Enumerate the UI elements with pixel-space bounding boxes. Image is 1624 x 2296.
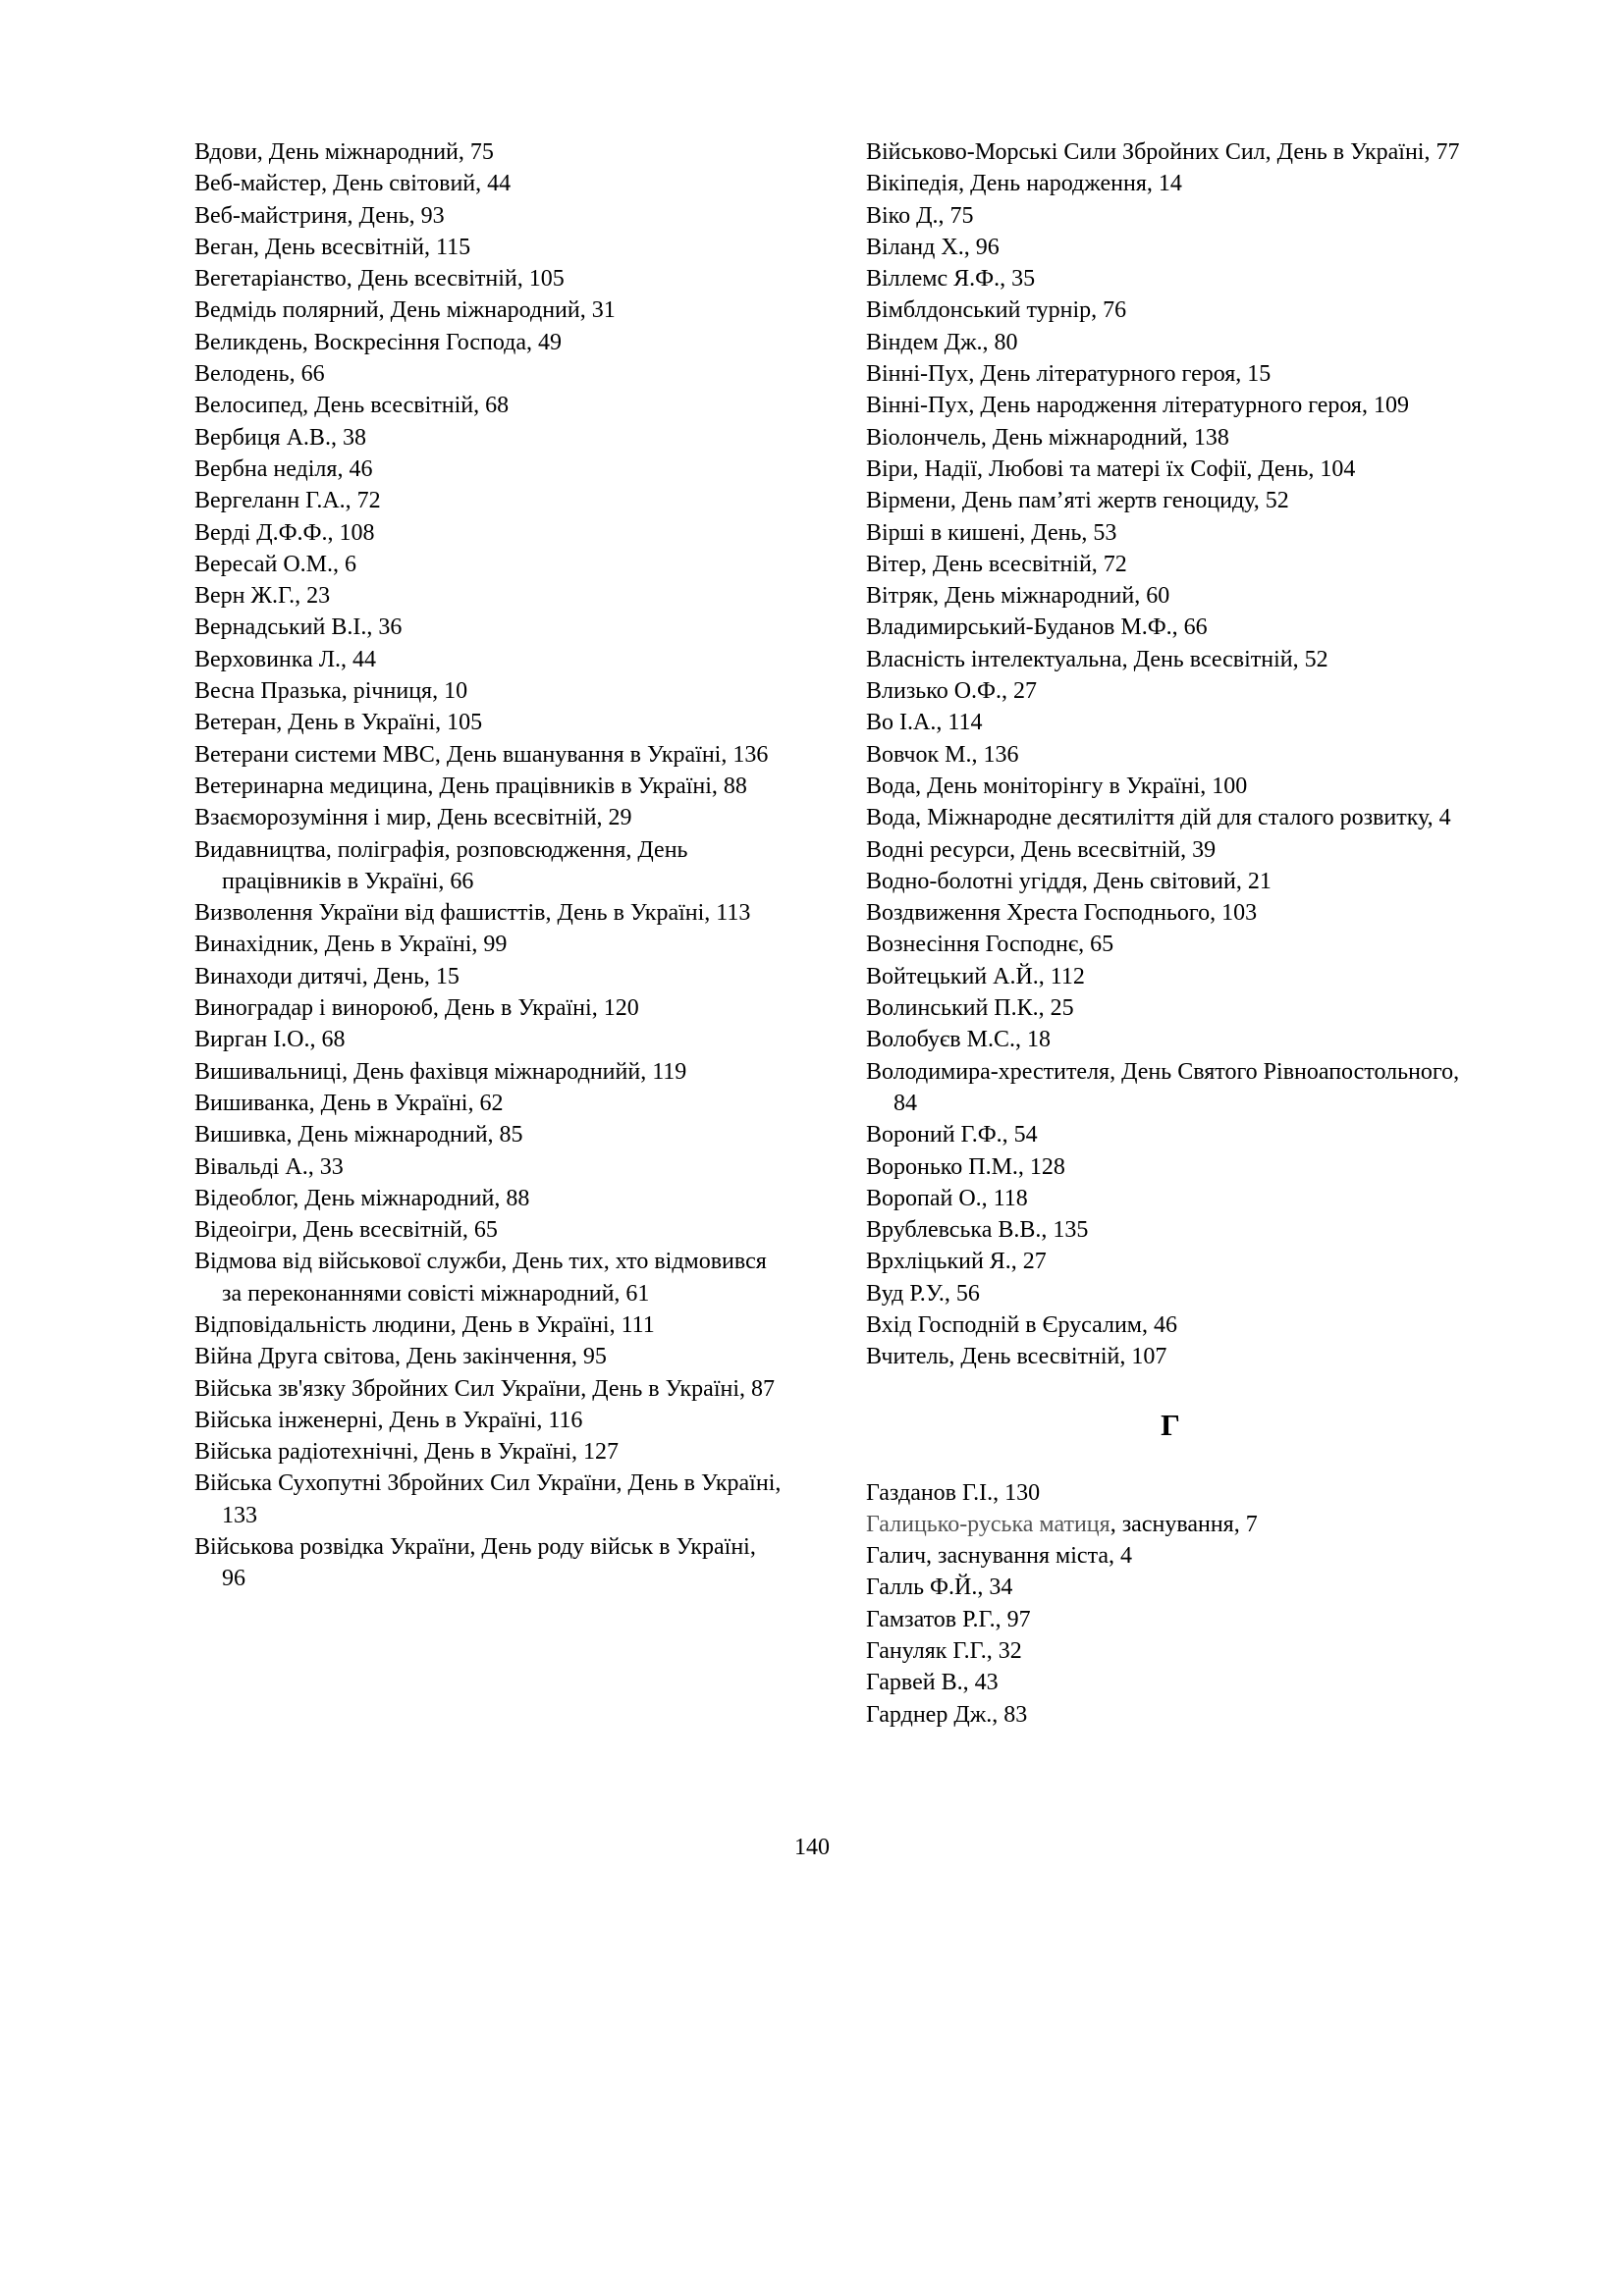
index-entry: Во І.А., 114	[866, 710, 983, 736]
index-section-v-continued	[866, 136, 1475, 1373]
index-entry: Видавництва, поліграфія, розповсюдження, День працівників в Україні, 66	[194, 836, 688, 894]
index-entry: Відповідальність людини, День в Україні, 111	[194, 1311, 655, 1338]
index-entry: Вінні-Пух, День літературного героя, 15	[866, 361, 1272, 388]
index-entry: Верді Д.Ф.Ф., 108	[194, 519, 375, 546]
index-entry: Гарвей В., 43	[866, 1670, 999, 1696]
index-entry: Відмова від військової служби, День тих, хто відмовився за переконаннями совісті міжнародний, 61	[194, 1249, 767, 1307]
index-entry: Вергеланн Г.А., 72	[194, 488, 381, 514]
index-entry: Війська радіотехнічні, День в Україні, 127	[194, 1439, 620, 1466]
index-entry: Вербиця А.В., 38	[194, 424, 366, 451]
index-entry: Гамзатов Р.Г., 97	[866, 1606, 1031, 1632]
page-number: 140	[794, 1835, 830, 1860]
index-entry: Віллемс Я.Ф., 35	[866, 266, 1036, 293]
index-entry: Віндем Дж., 80	[866, 329, 1018, 355]
index-entry: Вересай О.М., 6	[194, 551, 357, 577]
index-entry: Відеоігри, День всесвітній, 65	[194, 1217, 498, 1244]
index-entry: Віри, Надії, Любові та матері їх Софії, День, 104	[866, 455, 1356, 482]
index-entry: Верн Ж.Г., 23	[194, 583, 331, 610]
index-entry: Відеоблог, День міжнародний, 88	[194, 1185, 530, 1211]
index-entry: Гарднер Дж., 83	[866, 1701, 1028, 1728]
index-entry: Велосипед, День всесвітній, 68	[194, 393, 510, 419]
index-section-g	[866, 1477, 1475, 1731]
index-entry: Визволення України від фашисттів, День в Україні, 113	[194, 900, 751, 927]
index-entry: Віко Д., 75	[866, 202, 974, 229]
index-entry: Воропай О., 118	[866, 1185, 1028, 1211]
index-entry: Вітер, День всесвітній, 72	[866, 551, 1127, 577]
index-entry: Водні ресурси, День всесвітній, 39	[866, 836, 1217, 863]
index-entry: Галль Ф.Й., 34	[866, 1575, 1013, 1601]
index-entry: Вегетаріанство, День всесвітній, 105	[194, 266, 565, 293]
index-entry: Воронько П.М., 128	[866, 1153, 1065, 1180]
index-entry: Власність інтелектуальна, День всесвітній, 52	[866, 646, 1328, 672]
index-entry: Галич, заснування міста, 4	[866, 1543, 1132, 1570]
index-entry: Влизько О.Ф., 27	[866, 678, 1037, 705]
index-entry: Вікіпедія, День народження, 14	[866, 171, 1182, 197]
index-entry: Ветеринарна медицина, День працівників в Україні, 88	[194, 773, 747, 799]
index-entry: Водно-болотні угіддя, День світовий, 21	[866, 868, 1272, 894]
index-entry-muted-part: Галицько-руська матиця	[866, 1511, 1110, 1537]
index-entry: Вирган І.О., 68	[194, 1027, 346, 1053]
index-entry: Вівальді А., 33	[194, 1153, 344, 1180]
index-entry: Вчитель, День всесвітній, 107	[866, 1344, 1167, 1370]
index-entry: Велодень, 66	[194, 361, 325, 388]
index-entry: Військова розвідка України, День роду військ в Україні, 96	[194, 1534, 756, 1592]
index-entry: Вода, День моніторінгу в Україні, 100	[866, 773, 1248, 799]
index-entry-rest: , заснування, 7	[1110, 1511, 1258, 1537]
index-column-right	[866, 136, 1475, 1731]
index-entry: Винаходи дитячі, День, 15	[194, 963, 460, 989]
index-entry: Війська Сухопутні Збройних Сил України, День в Україні, 133	[194, 1470, 782, 1528]
index-entry: Вовчок М., 136	[866, 741, 1019, 768]
index-entry: Вербна неділя, 46	[194, 455, 373, 482]
index-entry: Вороний Г.Ф., 54	[866, 1122, 1038, 1148]
index-entry: Вода, Міжнародне десятиліття дій для сталого розвитку, 4	[866, 805, 1451, 831]
index-entry: Ведмідь полярний, День міжнародний, 31	[194, 297, 616, 324]
index-entry: Взаєморозуміння і мир, День всесвітній, 29	[194, 805, 632, 831]
index-entry: Виноградар і винороюб, День в Україні, 120	[194, 995, 639, 1022]
index-entry: Вірші в кишені, День, 53	[866, 519, 1117, 546]
index-entry: Волобуєв М.С., 18	[866, 1027, 1051, 1053]
index-entry: Веган, День всесвітній, 115	[194, 234, 471, 260]
index-entry: Вознесіння Господнє, 65	[866, 932, 1114, 958]
index-entry: Вуд Р.У., 56	[866, 1280, 980, 1307]
index-entry: Військово-Морські Сили Збройних Сил, День в Україні, 77	[866, 139, 1460, 165]
index-entry: Владимирський-Буданов М.Ф., 66	[866, 614, 1208, 641]
index-entry: Вишиванка, День в Україні, 62	[194, 1090, 504, 1116]
index-column-left	[194, 136, 784, 1595]
index-entry: Вхід Господній в Єрусалим, 46	[866, 1311, 1177, 1338]
index-entry: Вишивальниці, День фахівця міжнароднийй, 119	[194, 1058, 687, 1085]
index-entry: Верховинка Л., 44	[194, 646, 376, 672]
index-entry: Войтецький А.Й., 112	[866, 963, 1085, 989]
index-entry: Вишивка, День міжнародний, 85	[194, 1122, 523, 1148]
index-entry: Ветерани системи МВС, День вшанування в Україні, 136	[194, 741, 769, 768]
index-entry: Віланд Х., 96	[866, 234, 1000, 260]
index-entry: Великдень, Воскресіння Господа, 49	[194, 329, 563, 355]
index-entry: Весна Празька, річниця, 10	[194, 678, 468, 705]
index-entry: Врублевська В.В., 135	[866, 1217, 1089, 1244]
index-entry: Воздвиження Хреста Господнього, 103	[866, 900, 1258, 927]
index-entry: Веб-майстриня, День, 93	[194, 202, 445, 229]
index-entry: Вітряк, День міжнародний, 60	[866, 583, 1170, 610]
index-entry: Винахідник, День в Україні, 99	[194, 932, 508, 958]
index-entry: Газданов Г.І., 130	[866, 1479, 1041, 1506]
index-entry: Гануляк Г.Г., 32	[866, 1638, 1022, 1665]
index-entry: Володимира-хрестителя, День Святого Рівноапостольного, 84	[866, 1058, 1460, 1116]
index-entry: Веб-майстер, День світовий, 44	[194, 171, 512, 197]
index-entry: Вірмени, День пам’яті жертв геноциду, 52	[866, 488, 1289, 514]
index-entry: Волинський П.К., 25	[866, 995, 1074, 1022]
index-entry: Війська зв'язку Збройних Сил України, День в Україні, 87	[194, 1375, 775, 1402]
index-entry: Війська інженерні, День в Україні, 116	[194, 1407, 583, 1433]
index-entry: Вдови, День міжнародний, 75	[194, 139, 494, 165]
index-entry: Вінні-Пух, День народження літературного героя, 109	[866, 393, 1409, 419]
index-entry	[866, 1509, 1475, 1540]
index-entry: Вімблдонський турнір, 76	[866, 297, 1127, 324]
section-letter-heading: Г	[1161, 1407, 1180, 1442]
index-entry: Вернадський В.І., 36	[194, 614, 403, 641]
index-entry: Врхліцький Я., 27	[866, 1249, 1047, 1275]
index-entry: Віолончель, День міжнародний, 138	[866, 424, 1229, 451]
index-entry: Ветеран, День в Україні, 105	[194, 710, 483, 736]
index-entry: Війна Друга світова, День закінчення, 95	[194, 1344, 607, 1370]
